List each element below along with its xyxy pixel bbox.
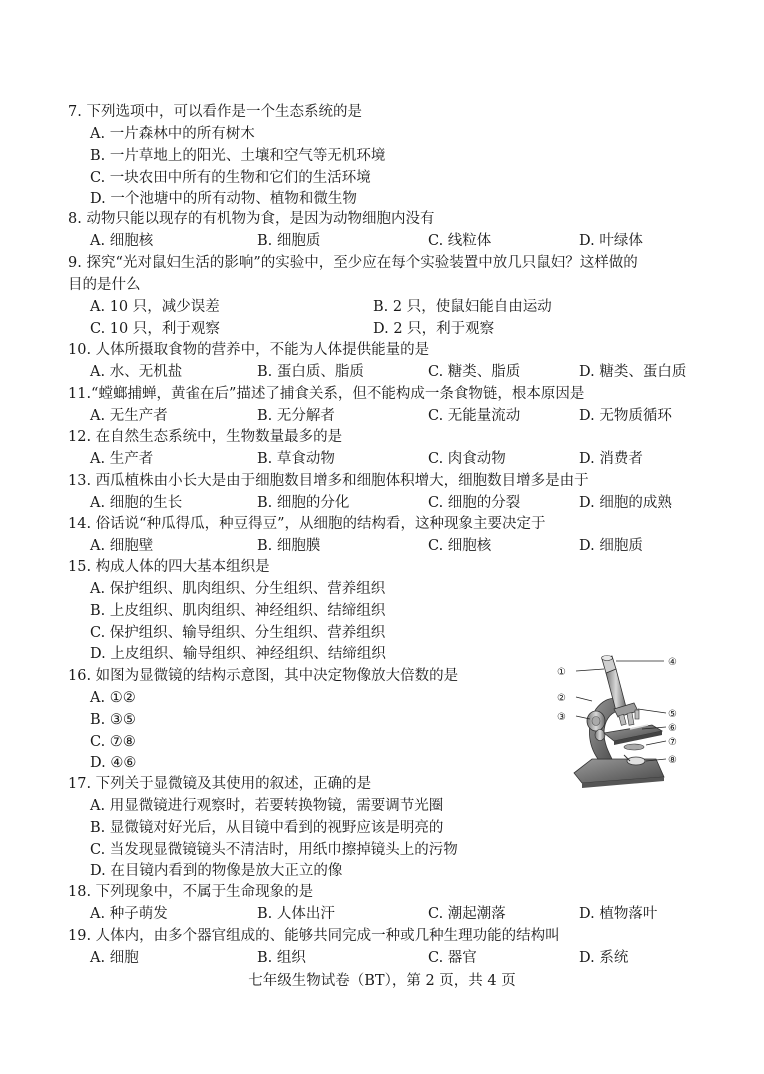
option: D. 植物落叶	[579, 906, 658, 922]
question-stem: 16. 如图为显微镜的结构示意图，其中决定物像放大倍数的是	[68, 668, 459, 684]
option: C. 糖类、脂质	[428, 364, 521, 380]
question-stem: 8. 动物只能以现存的有机物为食，是因为动物细胞内没有	[68, 211, 435, 227]
question-stem: 17. 下列关于显微镜及其使用的叙述，正确的是	[68, 776, 372, 792]
question-9	[68, 252, 638, 340]
option: B. ③⑤	[90, 711, 136, 728]
option: B. 2 只，使鼠妇能自由运动	[373, 299, 552, 315]
question-stem: 12. 在自然生态系统中，生物数量最多的是	[68, 429, 343, 445]
page-footer: 七年级生物试卷（BT），第 2 页，共 4 页	[248, 973, 516, 989]
option: A. 水、无机盐	[90, 364, 183, 380]
label-4: ④	[668, 657, 677, 668]
question-stem: 13. 西瓜植株由小长大是由于细胞数目增多和细胞体积增大，细胞数目增多是由于	[68, 473, 589, 489]
option: C. 器官	[428, 950, 477, 966]
option: B. 细胞的分化	[257, 495, 350, 511]
option: C. ⑦⑧	[90, 733, 136, 750]
option: B. 组织	[257, 950, 306, 966]
option: C. 潮起潮落	[428, 906, 506, 922]
option: D. 叶绿体	[579, 233, 643, 249]
option: B. 蛋白质、脂质	[257, 364, 364, 380]
option: B. 人体出汗	[257, 906, 335, 922]
question-19	[68, 925, 629, 969]
label-2: ②	[557, 693, 566, 704]
option: C. 保护组织、输导组织、分生组织、营养组织	[90, 624, 386, 641]
option: C. 10 只，利于观察	[90, 320, 220, 337]
option: C. 肉食动物	[428, 451, 506, 467]
option-row	[68, 903, 658, 925]
question-14	[68, 513, 643, 557]
option: A. 10 只，减少误差	[90, 299, 220, 315]
microscope-diagram-icon	[552, 655, 687, 795]
question-16	[68, 665, 458, 774]
question-stem: 15. 构成人体的四大基本组织是	[68, 559, 270, 575]
option-row	[68, 448, 643, 470]
question-8	[68, 208, 643, 252]
option: C. 细胞的分裂	[428, 495, 521, 511]
option: D. 一个池塘中的所有动物、植物和微生物	[90, 191, 357, 208]
question-17	[68, 773, 458, 882]
label-1: ①	[557, 667, 566, 678]
option: C. 无能量流动	[428, 408, 521, 424]
option: D. ④⑥	[90, 755, 137, 772]
option: B. 无分解者	[257, 408, 335, 424]
option: A. ①②	[90, 690, 136, 706]
option: A. 细胞	[90, 950, 139, 966]
question-7	[68, 101, 385, 210]
question-stem: 14. 俗话说“种瓜得瓜，种豆得豆”，从细胞的结构看，这种现象主要决定于	[68, 516, 546, 532]
question-stem: 9. 探究“光对鼠妇生活的影响”的实验中，至少应在每个实验装置中放几只鼠妇？这样做的	[68, 255, 638, 271]
option-row	[68, 405, 672, 427]
option-row	[68, 947, 629, 969]
option-row	[68, 230, 643, 252]
option: D. 上皮组织、输导组织、神经组织、结缔组织	[90, 646, 386, 663]
question-15	[68, 556, 386, 665]
label-6: ⑥	[668, 723, 677, 734]
label-5: ⑤	[668, 709, 677, 720]
question-13	[68, 470, 672, 514]
option: D. 无物质循环	[579, 408, 672, 424]
option: A. 保护组织、肌肉组织、分生组织、营养组织	[90, 581, 386, 597]
option: A. 细胞的生长	[90, 495, 183, 511]
option-row	[68, 492, 672, 514]
question-stem: 18. 下列现象中，不属于生命现象的是	[68, 884, 314, 900]
question-10	[68, 339, 687, 383]
option-row	[68, 296, 638, 318]
option: D. 细胞的成熟	[579, 495, 672, 511]
option: D. 细胞质	[579, 538, 643, 554]
option: C. 细胞核	[428, 538, 492, 554]
question-11	[68, 383, 672, 427]
option: A. 种子萌发	[90, 906, 168, 922]
option: D. 糖类、蛋白质	[579, 364, 687, 380]
option: B. 显微镜对好光后，从目镜中看到的视野应该是明亮的	[90, 819, 444, 836]
question-stem-cont: 目的是什么	[68, 277, 141, 293]
question-18	[68, 881, 658, 925]
option: A. 生产者	[90, 451, 154, 467]
option: A. 细胞核	[90, 233, 154, 249]
option-row	[68, 361, 687, 383]
label-3: ③	[557, 712, 566, 723]
option: D. 2 只，利于观察	[373, 320, 495, 337]
option: A. 用显微镜进行观察时，若要转换物镜，需要调节光圈	[90, 798, 444, 814]
option: C. 一块农田中所有的生物和它们的生活环境	[90, 169, 371, 186]
question-stem: 19. 人体内，由多个器官组成的、能够共同完成一种或几种生理功能的结构叫	[68, 928, 560, 944]
label-7: ⑦	[668, 737, 677, 748]
label-8: ⑧	[668, 755, 677, 766]
option: D. 系统	[579, 950, 629, 966]
option: C. 线粒体	[428, 233, 492, 249]
option: A. 细胞壁	[90, 538, 154, 554]
question-stem: 11.“螳螂捕蝉，黄雀在后”描述了捕食关系，但不能构成一条食物链，根本原因是	[68, 386, 585, 402]
option: B. 细胞质	[257, 233, 321, 249]
question-stem: 7. 下列选项中，可以看作是一个生态系统的是	[68, 104, 362, 120]
option-row	[68, 535, 643, 557]
option: D. 在目镜内看到的物像是放大正立的像	[90, 863, 343, 880]
option: A. 无生产者	[90, 408, 168, 424]
option: A. 一片森林中的所有树木	[90, 126, 255, 142]
option: C. 当发现显微镜镜头不清洁时，用纸巾擦掉镜头上的污物	[90, 841, 458, 858]
option: B. 细胞膜	[257, 538, 321, 554]
option: B. 一片草地上的阳光、土壤和空气等无机环境	[90, 147, 386, 164]
option: B. 草食动物	[257, 451, 335, 467]
question-stem: 10. 人体所摄取食物的营养中，不能为人体提供能量的是	[68, 342, 430, 358]
option: B. 上皮组织、肌肉组织、神经组织、结缔组织	[90, 602, 386, 619]
option: D. 消费者	[579, 451, 643, 467]
question-12	[68, 426, 643, 470]
option-row	[68, 318, 638, 340]
